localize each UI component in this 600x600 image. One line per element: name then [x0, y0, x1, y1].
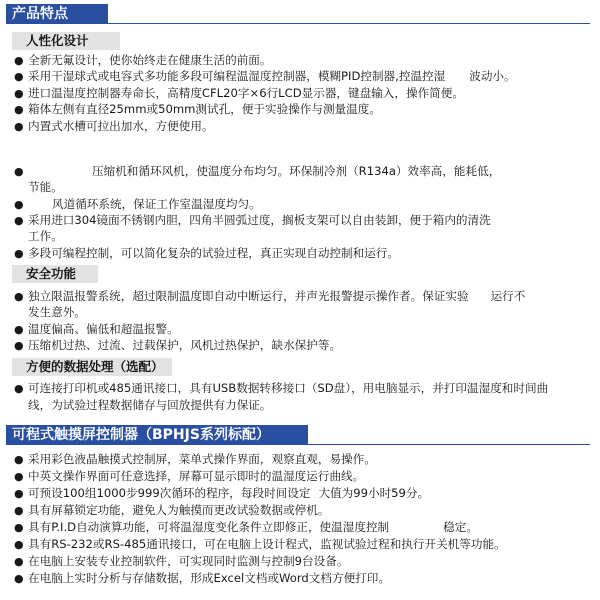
- list-item-text: 全新无氟设计，使你始终走在健康生活的前面。: [28, 53, 272, 67]
- list-item: [14, 553, 589, 570]
- list-item-text: 中英文操作界面可任意选择，屏幕可显示即时的温湿度运行曲线。: [28, 469, 365, 483]
- bullet-icon: ●: [14, 120, 24, 133]
- list-item-text: 采用进口304镜面不锈钢内胆，四角半圆弧过度，搁板支架可以自由装卸，便于箱内的清洗: [28, 213, 491, 227]
- list-item: [14, 380, 589, 397]
- list-item-text: 稳定。: [443, 520, 478, 534]
- list-item-text: 工作。: [28, 229, 63, 243]
- list-item: [14, 468, 589, 485]
- list-item: [14, 245, 589, 262]
- list-item-text: 多段可编程控制，可以简化复杂的试验过程，真正实现自动控制和运行。: [28, 246, 400, 260]
- list-item: [14, 196, 589, 213]
- list-item: [14, 502, 589, 519]
- list-item: [14, 212, 589, 229]
- bullet-icon: ●: [14, 572, 24, 585]
- list-item-text: 大值为99小时59分。: [318, 486, 430, 500]
- bullet-icon: ●: [14, 103, 24, 116]
- bullet-icon: ●: [14, 70, 24, 83]
- bullet-icon: ●: [14, 504, 24, 517]
- list-item-text: 内置式水槽可拉出加水，方便使用。: [28, 119, 214, 133]
- bullet-icon: ●: [14, 382, 24, 395]
- list-item: [14, 163, 589, 180]
- list-item-continuation: [14, 179, 600, 195]
- bullet-icon: ●: [14, 487, 24, 500]
- list-item-text: 线，为试验过程数据储存与回放提供有力保证。: [28, 398, 272, 412]
- list-item-text: 节能。: [28, 180, 63, 194]
- list-item-text: 在电脑上安装专业控制软件，可实现同时监测与控制9台设备。: [28, 554, 349, 568]
- list-item-continuation: [14, 304, 600, 320]
- list-item: [14, 337, 589, 354]
- bullet-icon: ●: [14, 538, 24, 551]
- list-item-text: 风道循环系统，保证工作室温湿度均匀。: [52, 197, 261, 211]
- bullet-icon: ●: [14, 54, 24, 67]
- list-item: [14, 118, 589, 135]
- list-item: [14, 536, 589, 553]
- list-item-text: 波动小。: [469, 69, 516, 83]
- list-item-text: 压缩机过热、过流、过载保护，风机过热保护，缺水保护等。: [28, 338, 342, 352]
- bullet-icon: ●: [14, 214, 24, 227]
- list-item: [14, 52, 589, 69]
- bullet-icon: ●: [14, 339, 24, 352]
- list-item: [14, 321, 589, 338]
- subsection-title: 安全功能: [26, 266, 77, 281]
- section-title: 可程式触摸屏控制器（BPHJS系列标配）: [12, 427, 270, 443]
- list-item: [14, 101, 589, 118]
- bullet-icon: ●: [14, 290, 24, 303]
- list-item-text: 进口温湿度控制器寿命长，高精度CFL20字×6行LCD显示器，键盘输入，操作简便。: [28, 86, 464, 100]
- list-item-text: 可预设100组1000步999次循环的程序，每段时间设定: [28, 486, 311, 500]
- list-item-continuation: [14, 397, 600, 413]
- section-banner-features: [6, 4, 108, 24]
- list-item-text: 箱体左侧有直径25mm或50mm测试孔，便于实验操作与测量温度。: [28, 102, 381, 116]
- list-item-text: 具有RS-232或RS-485通讯接口，可在电脑上设计程式，监视试验过程和执行开关机等功能。: [28, 537, 506, 551]
- bullet-icon: ●: [14, 87, 24, 100]
- list-item-text: 可连接打印机或485通讯接口，具有USB数据转移接口（SD盘），用电脑显示，并打印温湿度和时间曲: [28, 381, 549, 395]
- subsection-header-humanized: [12, 32, 120, 50]
- list-item-text: 运行不: [490, 289, 526, 303]
- list-item-text: 温度偏高、偏低和超温报警。: [28, 322, 179, 336]
- subsection-title: 人性化设计: [26, 33, 89, 48]
- list-item-text: 具有屏幕锁定功能，避免人为触摸而更改试验数据或停机。: [28, 503, 330, 517]
- subsection-header-data: [12, 358, 172, 376]
- list-item-text: 在电脑上实时分析与存储数据，形成Excel文档或Word文档方便打印。: [28, 571, 390, 585]
- bullet-icon: ●: [14, 165, 24, 178]
- list-item: [14, 570, 589, 587]
- list-item-text: 压缩机和循环风机，使温度分布均匀。环保制冷剂（R134a）效率高，能耗低，: [92, 164, 501, 178]
- section-banner-touchscreen: [6, 425, 308, 445]
- list-item-text: 具有P.I.D自动演算功能，可将温湿度变化条件立即修正，使温湿度控制: [28, 520, 390, 534]
- list-item-text: 采用干湿球式或电容式多功能多段可编程温湿度控制器，模糊PID控制器,控温控湿: [28, 69, 446, 83]
- list-item: [14, 485, 589, 502]
- bullet-icon: ●: [14, 470, 24, 483]
- bullet-icon: ●: [14, 198, 24, 211]
- list-item: [14, 68, 589, 85]
- bullet-icon: ●: [14, 323, 24, 336]
- bullet-icon: ●: [14, 555, 24, 568]
- list-item-continuation: [14, 228, 600, 244]
- bullet-icon: ●: [14, 521, 24, 534]
- list-item-text: 发生意外。: [28, 305, 86, 319]
- list-item: [14, 519, 589, 536]
- banner-underline: [6, 23, 590, 24]
- bullet-icon: ●: [14, 453, 24, 466]
- list-item-text: 采用彩色液晶触摸式控制屏，菜单式操作界面，观察直观，易操作。: [28, 452, 376, 466]
- banner-underline: [6, 444, 590, 445]
- list-item: [14, 288, 589, 305]
- subsection-title: 方便的数据处理（选配）: [26, 359, 164, 374]
- list-item-text: 独立限温报警系统，超过限制温度即自动中断运行，并声光报警提示操作者。保证实验: [28, 289, 469, 303]
- section-title: 产品特点: [12, 6, 68, 22]
- bullet-icon: ●: [14, 247, 24, 260]
- subsection-header-safety: [12, 265, 98, 283]
- list-item: [14, 451, 589, 468]
- list-item: [14, 85, 589, 102]
